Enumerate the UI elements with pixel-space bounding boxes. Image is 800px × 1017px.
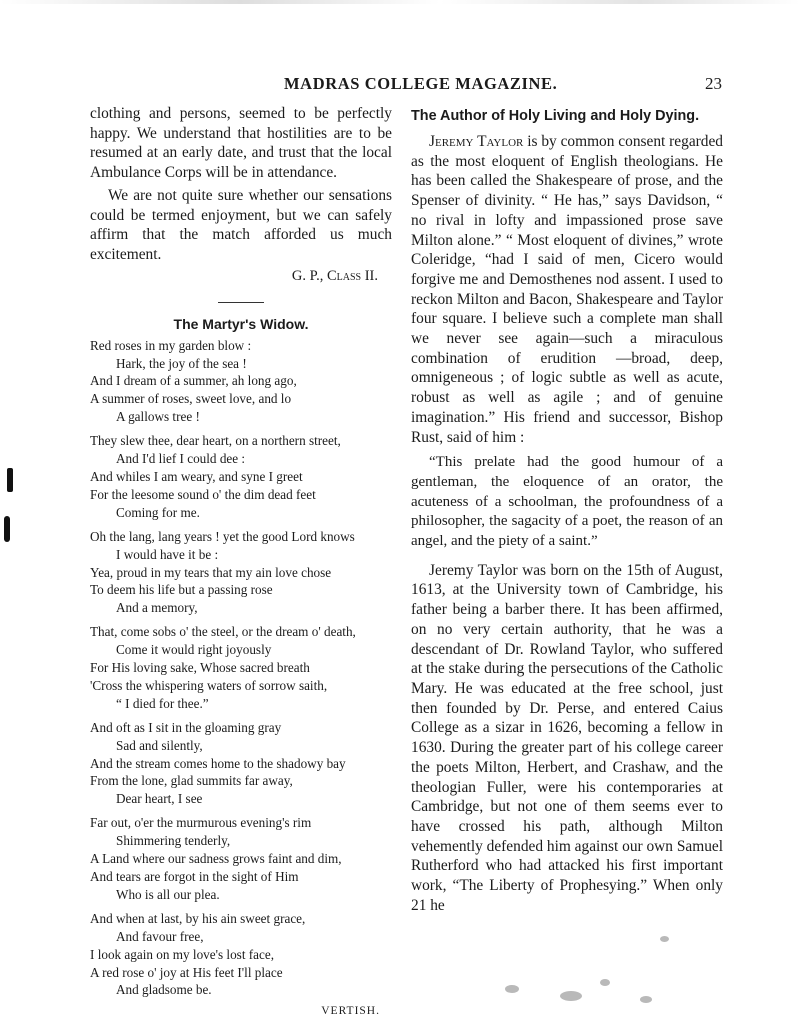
poem-line: Red roses in my garden blow : [90, 337, 252, 353]
poem-line: For the leesome sound o' the dim dead feet [90, 486, 316, 502]
poem-stanza [90, 814, 392, 904]
poem-line: For His loving sake, Whose sacred breath [90, 660, 310, 676]
poem-line: That, come sobs o' the steel, or the dream o' death, [90, 624, 356, 640]
poem-stanza [90, 528, 392, 618]
poem-author: VERTISH. [321, 1005, 380, 1017]
poem-line: A Land where our sadness grows faint and dim, [90, 851, 342, 867]
poem-line: Yea, proud in my tears that my ain love chose [90, 564, 332, 580]
poem-line: And whiles I am weary, and syne I greet [90, 468, 303, 484]
lead-name: Jeremy Taylor [429, 133, 524, 150]
scan-edge [0, 0, 800, 4]
running-title: MADRAS COLLEGE MAGAZINE. [284, 74, 558, 93]
left-column [90, 104, 392, 1017]
poem-line: Far out, o'er the murmurous evening's rim [90, 815, 312, 831]
poem-body [90, 337, 392, 1000]
poem-line: And oft as I sit in the gloaming gray [90, 719, 282, 735]
poem-line: A gallows tree ! [116, 409, 200, 425]
poem-line: And favour free, [116, 928, 204, 944]
intro-text: is by common consent regarded as the most eloquent of English theologians. He has been called the Shakespeare of prose, and the Spenser of divinity. “ He has,” says Davidson, “ no rival in lofty and impassioned prose save Milton alone.” “ Most eloquent of divines,” wrote Coleridge, “had I said of men, Cicero would forgive me and Demosthenes nod assent. I used to reckon Milton and Bacon, Shakespeare and Taylor four square. I believe such a complete man shall we never see again—such a miraculous combination of erudition —broad, deep, omnigeneous ; of logic subtle as well as acute, robust as well as agile ; and of genuine imagination.” His friend and successor, Bishop Rust, said of him : [411, 133, 723, 446]
section-divider [218, 302, 264, 303]
poem-line: Dear heart, I see [116, 791, 203, 807]
poem-line: Sad and silently, [116, 737, 203, 753]
poem-line: And I'd lief I could dee : [116, 451, 246, 467]
poem-line: I would have it be : [116, 546, 219, 562]
poem-line: They slew thee, dear heart, on a northern street, [90, 433, 341, 449]
article-title: The Author of Holy Living and Holy Dying. [411, 108, 700, 124]
signature-initials: G. P., [291, 267, 324, 284]
quote-text: “This prelate had the good humour of a gentleman, the eloquence of an orator, the acuteness of a schoolman, the profoundness of a philosopher, the sagacity of a poet, the reason of an angel, and the piety of a saint.” [411, 454, 723, 550]
poem-line: 'Cross the whispering waters of sorrow saith, [90, 677, 328, 693]
poem-stanza [90, 432, 392, 522]
rust-quote [411, 453, 723, 552]
poem-line: Oh the lang, lang years ! yet the good Lord knows [90, 528, 355, 544]
poem-line: Hark, the joy of the sea ! [116, 355, 247, 371]
scan-speckle [560, 991, 582, 1001]
poem-stanza [90, 910, 392, 1000]
biography-paragraph: Jeremy Taylor was born on the 15th of August, 1613, at the University town of Cambridge, his father being a barber there. It has been affirmed, on no very certain authority, that he was a descendant of Dr. Rowland Taylor, who suffered at the stake during the persecutions of the Catholic Mary. He was educated at the free school, just then founded by Dr. Perse, and entered Caius College as a sizar in 1626, becoming a fellow in 1630. During the greater part of his college career the poets Milton, Herbert, and Crashaw, and the theologian Fuller, were his contemporaries at Cambridge, but not one of them seems ever to have crossed his path, although Milton vehemently defended him against our own Samuel Rutherford who had attacked his first important work, “The Liberty of Prophesying.” When only 21 he [411, 561, 724, 914]
poem-line: From the lone, glad summits far away, [90, 773, 293, 789]
signature-class: Class II. [326, 267, 378, 284]
poem-line: And tears are forgot in the sight of Him [90, 869, 299, 884]
poem-stanza [90, 719, 392, 809]
poem-line: And when at last, by his ain sweet grace, [90, 910, 306, 926]
poem-line: And a memory, [116, 600, 198, 616]
poem-line: Come it would right joyously [116, 642, 272, 658]
article-body [411, 132, 723, 915]
poem-line: Coming for me. [116, 504, 200, 520]
report-paragraph-1: clothing and persons, seemed to be perfectly happy. We understand that hostilities are to be resumed at an early date, and trust that the local Ambulance Corps will be in attendance. [90, 105, 392, 182]
poem-line: A red rose o' joy at His feet I'll place [90, 964, 283, 980]
binding-mark-lower [4, 516, 10, 542]
match-report-ending [90, 104, 392, 265]
poem-line: And I dream of a summer, ah long ago, [90, 373, 297, 389]
intro-paragraph [411, 132, 723, 447]
right-column [411, 104, 723, 915]
binding-mark-upper [7, 468, 13, 492]
poem-line: Who is all our plea. [116, 886, 220, 902]
page-header [90, 74, 722, 96]
poem-stanza [90, 337, 392, 427]
report-signature [90, 266, 392, 286]
poem-line: I look again on my love's lost face, [90, 946, 275, 962]
scan-speckle [600, 979, 610, 986]
poem-line: And gladsome be. [116, 982, 212, 998]
poem-stanza [90, 623, 392, 713]
poem-title: The Martyr's Widow. [173, 315, 309, 332]
poem-line: And the stream comes home to the shadowy bay [90, 755, 346, 771]
scan-speckle [640, 996, 652, 1003]
page-number: 23 [705, 74, 722, 93]
poem-line: Shimmering tenderly, [116, 833, 231, 849]
scan-speckle [660, 936, 669, 942]
poem-line: A summer of roses, sweet love, and lo [90, 391, 292, 407]
scan-speckle [505, 985, 519, 993]
poem-line: To deem his life but a passing rose [90, 582, 273, 598]
report-paragraph-2: We are not quite sure whether our sensations could be termed enjoyment, but we can safely affirm that the match afforded us much excitement. [90, 186, 392, 263]
poem-line: “ I died for thee.” [116, 695, 209, 711]
